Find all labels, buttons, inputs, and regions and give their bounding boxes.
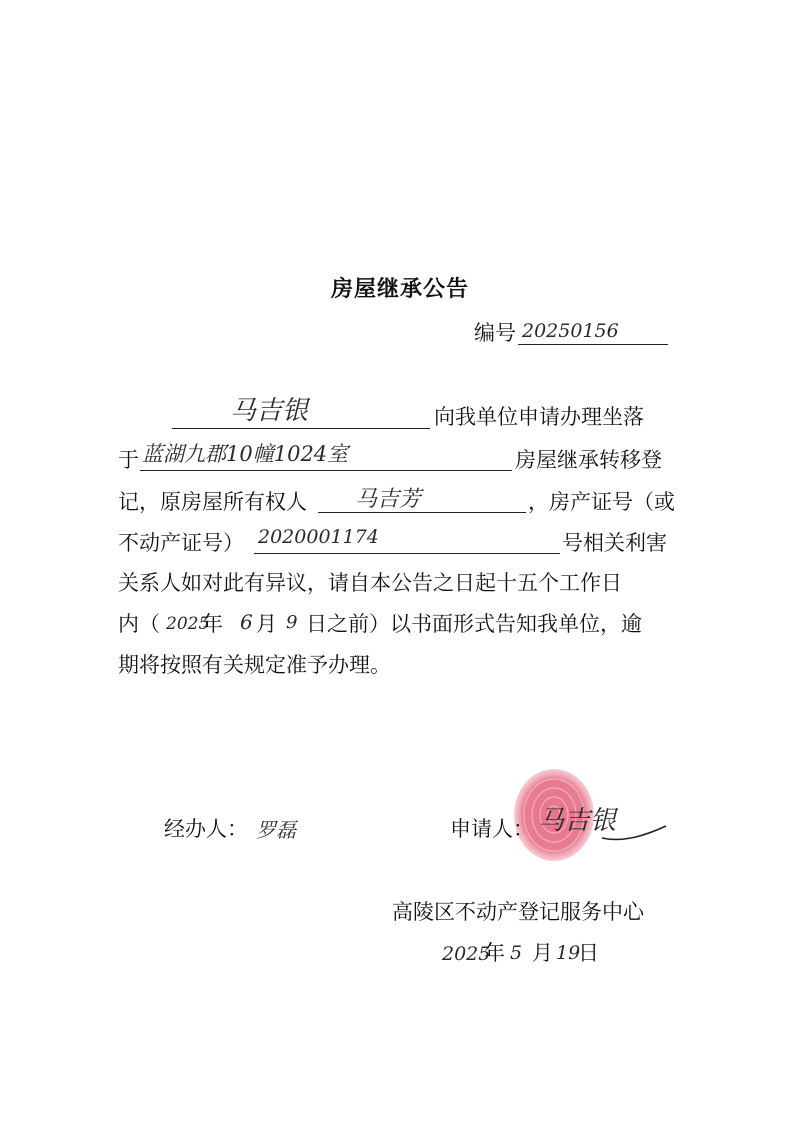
deadline-day-handwritten: 9 bbox=[286, 612, 298, 633]
date-year-handwritten: 2025 bbox=[442, 943, 491, 965]
body-line-6-month: 月 bbox=[256, 612, 277, 636]
certificate-underline bbox=[254, 553, 560, 554]
handler-signature: 罗磊 bbox=[256, 818, 296, 842]
applicant-label: 申请人： bbox=[450, 817, 534, 841]
certificate-handwritten: 2020001174 bbox=[258, 526, 379, 548]
owner-underline bbox=[318, 512, 526, 513]
applicant-handwritten: 马吉银 bbox=[230, 396, 309, 426]
body-line-6-year: 年 bbox=[202, 612, 223, 636]
applicant-signature-flourish bbox=[600, 808, 670, 848]
issuer-name: 高陵区不动产登记服务中心 bbox=[392, 900, 644, 924]
body-line-2-end: 房屋继承转移登 bbox=[515, 448, 662, 472]
date-day-label: 日 bbox=[578, 941, 599, 965]
applicant-signature: 马吉银 bbox=[538, 806, 617, 836]
date-month-handwritten: 5 bbox=[510, 942, 523, 964]
body-line-4-start: 不动产证号） bbox=[118, 531, 244, 555]
body-line-2-start: 于 bbox=[118, 448, 139, 472]
body-line-4-end: 号相关利害 bbox=[562, 531, 667, 555]
owner-handwritten: 马吉芳 bbox=[355, 487, 422, 512]
body-line-7: 期将按照有关规定准予办理。 bbox=[118, 653, 391, 677]
address-underline bbox=[140, 470, 512, 471]
date-year-label: 年 bbox=[484, 941, 505, 965]
body-line-6-end: 日之前）以书面形式告知我单位，逾 bbox=[306, 612, 642, 636]
number-handwritten: 20250156 bbox=[522, 320, 619, 342]
number-underline bbox=[518, 344, 668, 345]
body-line-1: 向我单位申请办理坐落 bbox=[434, 405, 644, 429]
deadline-month-handwritten: 6 bbox=[240, 610, 253, 634]
body-line-5: 关系人如对此有异议，请自本公告之日起十五个工作日 bbox=[118, 571, 622, 595]
deadline-year-handwritten: 2025 bbox=[166, 614, 210, 634]
date-day-handwritten: 19 bbox=[556, 942, 581, 964]
body-line-3-end: ，房产证号（或 bbox=[528, 490, 675, 514]
body-line-3-start: 记，原房屋所有权人 bbox=[118, 490, 307, 514]
number-label: 编号 bbox=[474, 321, 516, 345]
date-month-label: 月 bbox=[532, 941, 553, 965]
address-handwritten: 蓝湖九郡10幢1024室 bbox=[142, 442, 349, 466]
body-line-6-start: 内（ bbox=[118, 612, 160, 636]
handler-label: 经办人： bbox=[164, 817, 248, 841]
document-title: 房屋继承公告 bbox=[330, 277, 469, 302]
applicant-underline bbox=[172, 428, 430, 429]
